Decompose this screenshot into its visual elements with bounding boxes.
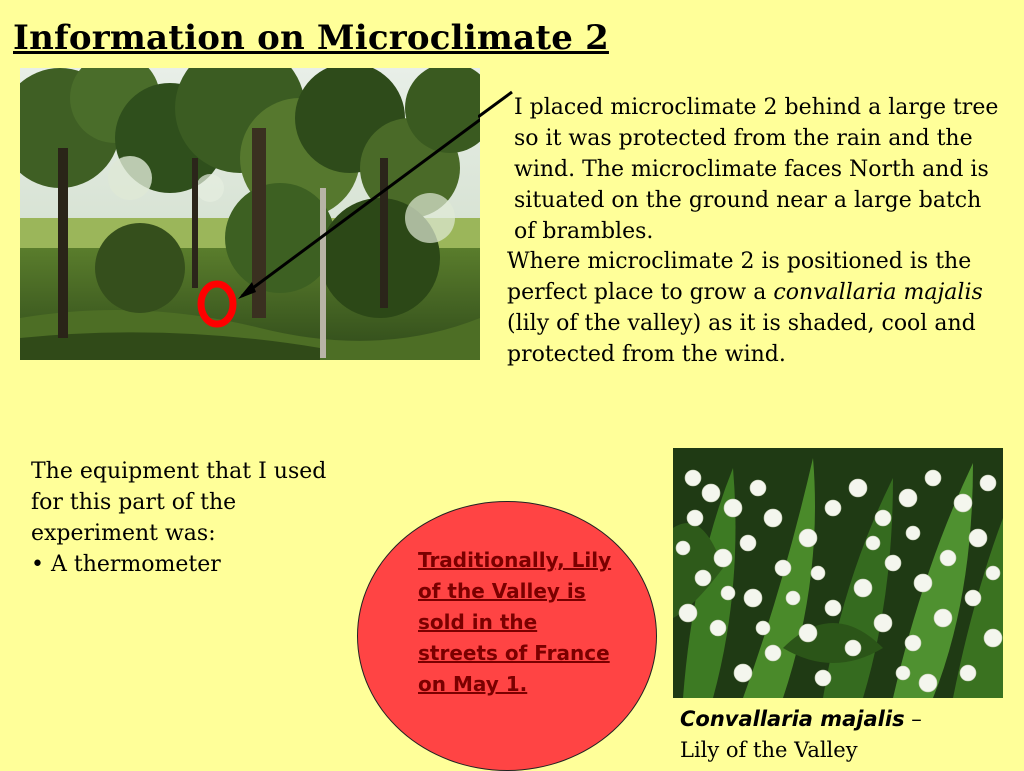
lily-of-the-valley-photo — [673, 448, 1003, 698]
photo-caption — [680, 704, 1010, 766]
caption-scientific-name: Convallaria majalis — [680, 707, 905, 731]
fact-text: Traditionally, Lily of the Valley is sold in the streets of France on May 1. — [418, 548, 612, 696]
slide-title: Information on Microclimate 2 — [13, 18, 609, 58]
equipment-intro: The equipment that I used for this part of the experiment was: — [31, 459, 327, 546]
growing-description — [507, 246, 1007, 370]
equipment-list — [31, 456, 351, 580]
pointer-arrow-line — [478, 90, 514, 120]
microclimate-location-photo — [20, 68, 480, 360]
caption-separator: – — [904, 707, 922, 731]
species-name-italic: convallaria majalis — [773, 280, 983, 305]
growing-description-end: (lily of the valley) as it is shaded, cool and protected from the wind. — [507, 311, 976, 367]
location-description: I placed microclimate 2 behind a large tree so it was protected from the rain and the wind. The microclimate faces North and is situated on the ground near a large batch of brambles. — [514, 95, 999, 244]
equipment-item: • A thermometer — [31, 552, 221, 577]
growing-description-start: Where microclimate 2 is positioned is the perfect place to grow a — [507, 249, 972, 305]
caption-common-name: Lily of the Valley — [680, 738, 858, 762]
